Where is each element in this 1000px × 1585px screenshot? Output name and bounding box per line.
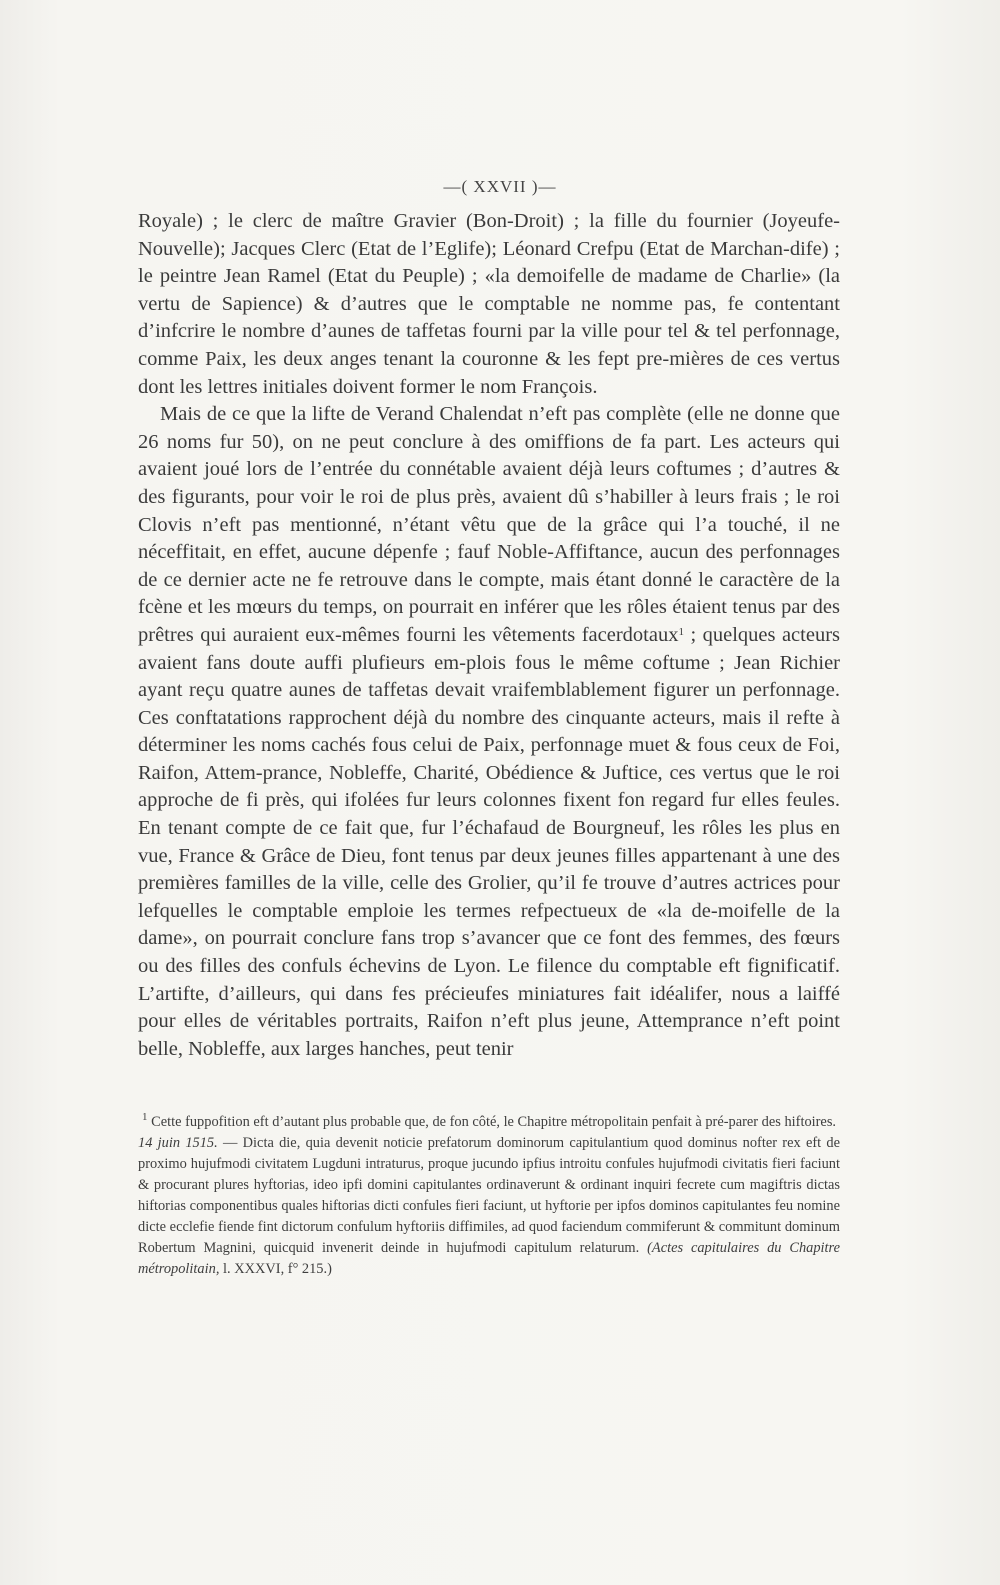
footnote-text: Cette fuppofition eft d’autant plus probable que, de fon côté, le Chapitre métropolitain penfait à pré-parer des hiftoires. xyxy=(147,1114,837,1130)
paragraph-2-part-2: ; quelques acteurs avaient fans doute auffi plufieurs em-plois fous le même coftume ; Jean Richier ayant reçu quatre aunes de taffetas devait vraifemblablement figurer un perfonnage. Ces conftatations rapprochent déjà du nombre des cinquante acteurs, mais il refte à déterminer les noms cachés fous celui de Paix, perfonnage muet & fous ceux de Foi, Raifon, Attem-prance, Nobleffe, Charité, Obédience & Juftice, ces vertus que le roi approche de fi près, qui ifolées fur leurs colonnes fixent fon regard fur elles feules. En tenant compte de ce fait que, fur l’échafaud de Bourgneuf, les rôles les plus en vue, France & Grâce de Dieu, font tenus par deux jeunes filles appartenant à une des premières familles de la ville, celle des Grolier, qu’il fe trouve d’autres actrices pour lefquelles le comptable emploie les termes refpectueux de «la de-moifelle de la dame», on pourrait conclure fans trop s’avancer que ce font des femmes, des fœurs ou des filles des confuls échevins de Lyon. Le filence du comptable eft fignificatif. L’artifte, d’ailleurs, qui dans fes précieufes miniatures fait idéalifer, nous a laiffé pour elles de véritables portraits, Raifon n’eft plus jeune, Attemprance n’eft point belle, Nobleffe, aux larges hanches, peut tenir xyxy=(138,623,840,1060)
paragraph-2 xyxy=(138,401,840,1063)
main-text xyxy=(138,208,840,1063)
footnote-reference-text: l. XXXVI, f° 215.) xyxy=(219,1261,332,1277)
paragraph-2-part-1: Mais de ce que la lifte de Verand Chalendat n’eft pas complète (elle ne donne que 26 noms fur 50), on ne peut conclure à des omiffions de fa part. Les acteurs qui avaient joué lors de l’entrée du connétable avaient déjà leurs coftumes ; d’autres & des figurants, pour voir le roi de plus près, avaient dû s’habiller à leurs frais ; le roi Clovis n’eft pas mentionné, n’étant vêtu que de la grâce qui l’a touché, il ne néceffitait, en effet, aucune dépenfe ; fauf Noble-Affiftance, aucun des perfonnages de ce dernier acte ne fe retrouve dans le compte, mais étant donné le caractère de la fcène et les mœurs du temps, on pourrait en inférer que les rôles étaient tenus par des prêtres qui auraient eux-mêmes fourni les vêtements facerdotaux xyxy=(138,403,840,646)
page-folio: —( XXVII )— xyxy=(443,177,557,196)
footnote-date: 14 juin 1515. xyxy=(138,1135,218,1151)
footnote-1 xyxy=(138,1112,840,1133)
footnote-source: (Actes capitulaires du Chapitre métropolitain, xyxy=(138,1240,840,1277)
footnotes xyxy=(138,1112,840,1280)
footnote-marker: 1 xyxy=(142,1111,148,1123)
footnote-reference: 1 xyxy=(678,625,684,638)
footnote-quotation xyxy=(138,1133,840,1280)
footnote-latin-text: — Dicta die, quia devenit noticie prefatorum dominorum capitulantium quod dominus nofter rex eft de proximo hujufmodi civitatem Lugduni intraturus, proque jucundo ipfius introitu confules hujufmodi civitatis fieri faciunt & procurant plures hyftorias, ideo ipfi domini capitulantes ordinaverunt & ordinant inquiri fecrete cum magiftris dictas hiftorias componentibus quales hiftorias dicti confules fieri faciunt, ut hyftorie per ipfos dominos capitulantes feu nomine dicte ecclefie fiende fint dictorum confulum hyftoriis diffimiles, ad quod faciendum commiferunt & commitunt dominum Robertum Magnini, quicquid invenerit deinde in hujufmodi capitulum relaturum. xyxy=(138,1135,840,1256)
paragraph-1: Royale) ; le clerc de maître Gravier (Bon-Droit) ; la fille du fournier (Joyeufe-Nouvelle); Jacques Clerc (Etat de l’Eglife); Léonard Crefpu (Etat de Marchan-dife) ; le peintre Jean Ramel (Etat du Peuple) ; «la demoifelle de madame de Charlie» (la vertu de Sapience) & d’autres que le comptable ne nomme pas, fe contentant d’infcrire le nombre d’aunes de taffetas fourni par la ville pour tel & tel perfonnage, comme Paix, les deux anges tenant la couronne & les fept pre-mières de ces vertus dont les lettres initiales doivent former le nom François. xyxy=(138,210,840,398)
